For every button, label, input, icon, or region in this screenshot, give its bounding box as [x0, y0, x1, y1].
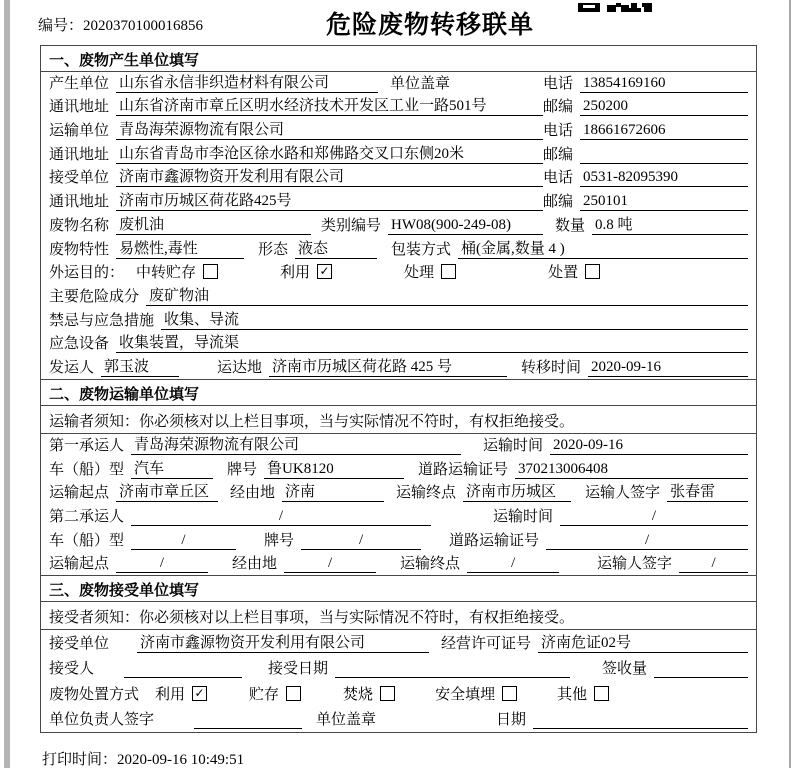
serial-label: 编号：: [38, 18, 84, 34]
section-receiver: [40, 575, 757, 733]
receiver-value: 济南市鑫源物资开发利用有限公司: [116, 165, 543, 187]
addr3-value: 济南市历城区荷花路425号: [116, 189, 543, 211]
section-producer: [40, 45, 757, 381]
section-receiver-header: 三、废物接受单位填写: [41, 576, 756, 602]
row-purpose: [41, 262, 756, 286]
component-label: 主要危险成分: [49, 288, 140, 305]
row-receive-unit: [41, 630, 756, 656]
purpose-storage-checkbox: [203, 264, 218, 279]
addr2-value: 山东省青岛市李沧区徐水路和郑佛路交叉口东侧20米: [116, 142, 543, 164]
receiver-label: 接受单位: [49, 170, 110, 187]
date2-value: [533, 712, 748, 729]
carrier1-label: 第一承运人: [49, 437, 125, 454]
sign2-label: 运输人签字: [597, 556, 673, 573]
row-transporter: [41, 119, 756, 143]
addr3-label: 通讯地址: [49, 194, 110, 211]
addr1-value: 山东省济南市章丘区明水经济技术开发区工业一路501号: [116, 94, 543, 116]
unit-seal-label: 单位盖章: [316, 712, 377, 729]
disposal-utilize-checkbox: ✓: [192, 686, 207, 701]
road2-value: /: [546, 532, 748, 550]
date2-label: 日期: [496, 712, 527, 729]
form-label: 形态: [258, 241, 289, 258]
print-time-label: 打印时间：: [42, 752, 118, 768]
print-time-value: 2020-09-16 10:49:51: [117, 752, 245, 768]
pack-label: 包装方式: [391, 241, 452, 258]
row-carrier1: [41, 434, 756, 458]
disposal-storage-checkbox: [286, 686, 301, 701]
sign1-label: 运输人签字: [585, 485, 661, 502]
disposal-utilize-label: 利用: [155, 686, 186, 703]
row-carrier2: [41, 505, 756, 529]
phone2-value: 18661672606: [580, 122, 748, 140]
row-transporter-address: [41, 143, 756, 167]
shipper-label: 发运人: [49, 359, 95, 376]
via2-value: /: [284, 555, 376, 573]
vehicle1-label: 车（船）型: [49, 461, 125, 478]
transporter-value: 青岛海荣源物流有限公司: [116, 118, 543, 140]
disposal-other-checkbox: [594, 686, 609, 701]
row-receiver-address: [41, 190, 756, 214]
print-time: [42, 748, 244, 768]
carrier1-value: 青岛海荣源物流有限公司: [131, 433, 461, 455]
pack-value: 桶(金属,数量 4 ): [458, 237, 748, 259]
disposal-landfill-checkbox: [502, 686, 517, 701]
phone3-value: 0531-82095390: [580, 169, 748, 187]
component-value: 废矿物油: [146, 284, 748, 306]
row-receiver: [41, 167, 756, 191]
receive-unit-value: 济南市鑫源物资开发利用有限公司: [137, 631, 429, 653]
row-route2: [41, 553, 756, 577]
window-right-edge: [789, 0, 791, 768]
receive-date-label: 接受日期: [268, 661, 329, 678]
carrier2-value: /: [131, 508, 431, 526]
start1-label: 运输起点: [49, 485, 110, 502]
code-value: HW08(900-249-08): [388, 217, 543, 235]
vehicle1-value: 汽车: [131, 457, 213, 479]
vehicle2-value: /: [131, 532, 236, 550]
receiver-notice: 接受者须知：你必须核对以上栏目事项，当与实际情况不符时，有权拒绝接受。: [41, 602, 756, 630]
receive-person-label: 接受人: [49, 661, 95, 678]
disposal-option-storage: [249, 683, 301, 704]
row-emergency-equipment: [41, 333, 756, 357]
producer-label: 产生单位: [49, 75, 110, 92]
purpose-utilize-label: 利用: [280, 265, 311, 282]
dest-value: 济南市历城区荷花路 425 号: [269, 355, 507, 377]
start2-label: 运输起点: [49, 556, 110, 573]
form-value: 液态: [295, 237, 377, 259]
character-value: 易燃性,毒性: [116, 237, 244, 259]
disposal-option-utilize: [155, 683, 207, 704]
seal-note: 单位盖章: [390, 75, 451, 92]
disposal-landfill-label: 安全填埋: [435, 686, 496, 703]
row-route1: [41, 482, 756, 506]
purpose-option-storage: [136, 261, 218, 282]
license-label: 经营许可证号: [441, 635, 532, 652]
receive-person-value: [124, 661, 242, 678]
row-shipper: [41, 356, 756, 380]
disposal-storage-label: 贮存: [249, 686, 280, 703]
code-label: 类别编号: [321, 217, 382, 234]
license-value: 济南危证02号: [538, 631, 748, 653]
time1-value: 2020-09-16: [550, 437, 748, 455]
phone2-label: 电话: [543, 123, 574, 140]
taboo-label: 禁忌与应急措施: [49, 312, 155, 329]
sign2-value: /: [679, 555, 748, 573]
end1-value: 济南市历城区: [463, 480, 571, 502]
plate1-value: 鲁UK8120: [264, 457, 404, 479]
receive-unit-label: 接受单位: [49, 635, 110, 652]
addr1-label: 通讯地址: [49, 99, 110, 116]
disposal-other-label: 其他: [557, 686, 588, 703]
row-producer: [41, 72, 756, 96]
zip1-label: 邮编: [543, 99, 574, 116]
phone3-label: 电话: [543, 170, 574, 187]
phone1-value: 13854169160: [580, 75, 748, 93]
road1-label: 道路运输证号: [418, 461, 509, 478]
dest-label: 运达地: [217, 359, 263, 376]
shipper-value: 郭玉波: [101, 355, 179, 377]
transfer-date-label: 转移时间: [521, 359, 582, 376]
disposal-option-other: [557, 683, 609, 704]
time1-label: 运输时间: [483, 437, 544, 454]
amount-value: [654, 661, 748, 678]
via2-label: 经由地: [232, 556, 278, 573]
serial-number: [38, 14, 203, 35]
disposal-option-landfill: [435, 683, 517, 704]
time2-value: /: [560, 508, 748, 526]
qr-code-icon: [578, 0, 652, 17]
equipment-value: 收集装置，导流渠: [116, 331, 748, 353]
purpose-treat-checkbox: [441, 264, 456, 279]
carrier2-label: 第二承运人: [49, 508, 125, 525]
section-producer-header: 一、废物产生单位填写: [41, 46, 756, 72]
waste-name-value: 废机油: [116, 213, 311, 235]
sign1-value: 张春雷: [667, 480, 748, 502]
row-waste-name: [41, 214, 756, 238]
purpose-option-utilize: [280, 261, 332, 282]
vehicle2-label: 车（船）型: [49, 532, 125, 549]
qty-value: 0.8 吨: [592, 213, 748, 235]
plate2-label: 牌号: [264, 532, 295, 549]
via1-value: 济南: [282, 480, 384, 502]
row-receive-person: [41, 656, 756, 682]
time2-label: 运输时间: [493, 508, 554, 525]
row-taboo: [41, 309, 756, 333]
manager-sign-label: 单位负责人签字: [49, 712, 155, 729]
section-transporter: [40, 379, 757, 577]
zip2-label: 邮编: [543, 146, 574, 163]
row-vehicle1: [41, 458, 756, 482]
qty-label: 数量: [555, 217, 586, 234]
road2-label: 道路运输证号: [449, 532, 540, 549]
purpose-option-treat: [404, 261, 456, 282]
addr2-label: 通讯地址: [49, 146, 110, 163]
row-vehicle2: [41, 529, 756, 553]
disposal-incinerate-checkbox: [380, 686, 395, 701]
disposal-label: 废物处置方式: [49, 686, 140, 703]
zip1-value: 250200: [580, 98, 748, 116]
purpose-dispose-label: 处置: [548, 265, 579, 282]
start2-value: /: [116, 555, 208, 573]
plate1-label: 牌号: [227, 461, 258, 478]
zip2-value: [580, 147, 748, 164]
plate2-value: /: [301, 532, 421, 550]
purpose-storage-label: 中转贮存: [136, 265, 197, 282]
end1-label: 运输终点: [396, 485, 457, 502]
row-hazard-component: [41, 285, 756, 309]
amount-label: 签收量: [602, 661, 648, 678]
section-transporter-header: 二、废物运输单位填写: [41, 380, 756, 406]
serial-value: 2020370100016856: [83, 18, 204, 34]
character-label: 废物特性: [49, 241, 110, 258]
purpose-dispose-checkbox: [585, 264, 600, 279]
end2-value: /: [467, 555, 559, 573]
window-left-edge: [4, 0, 10, 768]
purpose-label: 外运目的：: [49, 265, 125, 282]
transfer-date-value: 2020-09-16: [588, 359, 748, 377]
end2-label: 运输终点: [400, 556, 461, 573]
manager-sign-value: [194, 712, 302, 729]
taboo-value: 收集、导流: [161, 308, 748, 330]
transporter-notice: 运输者须知：你必须核对以上栏目事项，当与实际情况不符时，有权拒绝接受。: [41, 406, 756, 434]
producer-value: 山东省永信非织造材料有限公司: [116, 71, 378, 93]
purpose-treat-label: 处理: [404, 265, 435, 282]
row-manager-sign: [41, 707, 756, 733]
form-body: [40, 45, 757, 733]
purpose-utilize-checkbox: ✓: [317, 264, 332, 279]
row-producer-address: [41, 96, 756, 120]
waste-name-label: 废物名称: [49, 217, 110, 234]
row-waste-character: [41, 238, 756, 262]
via1-label: 经由地: [230, 485, 276, 502]
phone1-label: 电话: [543, 75, 574, 92]
zip3-value: 250101: [580, 193, 748, 211]
row-disposal: [41, 681, 756, 707]
zip3-label: 邮编: [543, 194, 574, 211]
disposal-option-incinerate: [343, 683, 395, 704]
purpose-option-dispose: [548, 261, 600, 282]
disposal-incinerate-label: 焚烧: [343, 686, 374, 703]
transporter-label: 运输单位: [49, 123, 110, 140]
receive-date-value: [335, 661, 570, 678]
start1-value: 济南市章丘区: [116, 480, 218, 502]
equipment-label: 应急设备: [49, 336, 110, 353]
page-title: 危险废物转移联单: [326, 12, 535, 39]
road1-value: 370213006408: [515, 461, 748, 479]
